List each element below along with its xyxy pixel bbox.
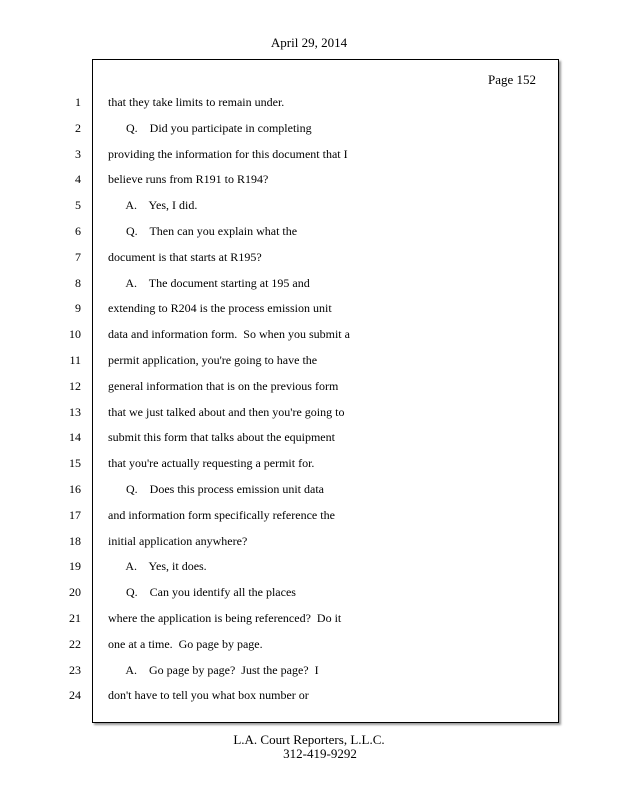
line-number: 12 xyxy=(69,379,81,393)
line-number: 15 xyxy=(69,456,81,470)
transcript-line: one at a time. Go page by page. xyxy=(108,637,263,651)
transcript-line: A. Go page by page? Just the page? I xyxy=(108,663,319,677)
transcript-line: extending to R204 is the process emission unit xyxy=(108,301,332,315)
line-number: 3 xyxy=(75,147,81,161)
transcript-line: A. The document starting at 195 and xyxy=(108,276,310,290)
transcript-line: where the application is being referenced? Do it xyxy=(108,611,342,625)
transcript-line: and information form specifically reference the xyxy=(108,508,335,522)
line-number: 13 xyxy=(69,405,81,419)
line-number: 8 xyxy=(75,276,81,290)
line-number: 16 xyxy=(69,482,81,496)
transcript-line: initial application anywhere? xyxy=(108,534,248,548)
line-number: 2 xyxy=(75,121,81,135)
page-number: Page 152 xyxy=(487,72,536,87)
footer-company: L.A. Court Reporters, L.L.C. xyxy=(233,732,385,747)
transcript-line: that they take limits to remain under. xyxy=(108,95,285,109)
transcript-line: A. Yes, I did. xyxy=(108,198,198,212)
line-number: 6 xyxy=(75,224,81,238)
footer-phone: 312-419-9292 xyxy=(283,746,357,761)
line-number: 1 xyxy=(75,95,81,109)
line-number: 7 xyxy=(75,250,81,264)
transcript-line: Q. Then can you explain what the xyxy=(108,224,298,238)
transcript-line: permit application, you're going to have the xyxy=(108,353,318,367)
line-number: 24 xyxy=(69,688,81,702)
transcript-line: document is that starts at R195? xyxy=(108,250,262,264)
line-number: 21 xyxy=(69,611,81,625)
transcript-line: Q. Can you identify all the places xyxy=(108,585,296,599)
line-number: 14 xyxy=(69,430,81,444)
line-number: 22 xyxy=(69,637,81,651)
line-number: 11 xyxy=(69,353,81,367)
transcript-line: believe runs from R191 to R194? xyxy=(108,172,269,186)
transcript-line: don't have to tell you what box number or xyxy=(108,688,309,702)
line-number: 5 xyxy=(75,198,81,212)
transcript-line: A. Yes, it does. xyxy=(108,559,207,573)
transcript-line: Q. Does this process emission unit data xyxy=(108,482,324,496)
transcript-line: that we just talked about and then you're going to xyxy=(108,405,345,419)
line-number: 4 xyxy=(75,172,81,186)
transcript-line: Q. Did you participate in completing xyxy=(108,121,312,135)
line-number: 23 xyxy=(69,663,81,677)
line-number: 18 xyxy=(69,534,81,548)
line-number: 17 xyxy=(69,508,81,522)
line-number: 20 xyxy=(69,585,81,599)
transcript-line: general information that is on the previous form xyxy=(108,379,339,393)
transcript-line: submit this form that talks about the equipment xyxy=(108,430,335,444)
transcript-line: that you're actually requesting a permit for. xyxy=(108,456,315,470)
line-number: 9 xyxy=(75,301,81,315)
transcript-line: providing the information for this document that I xyxy=(108,147,348,161)
header-date: April 29, 2014 xyxy=(270,35,348,50)
line-number: 10 xyxy=(69,327,81,341)
transcript-line: data and information form. So when you submit a xyxy=(108,327,350,341)
line-number: 19 xyxy=(69,559,81,573)
